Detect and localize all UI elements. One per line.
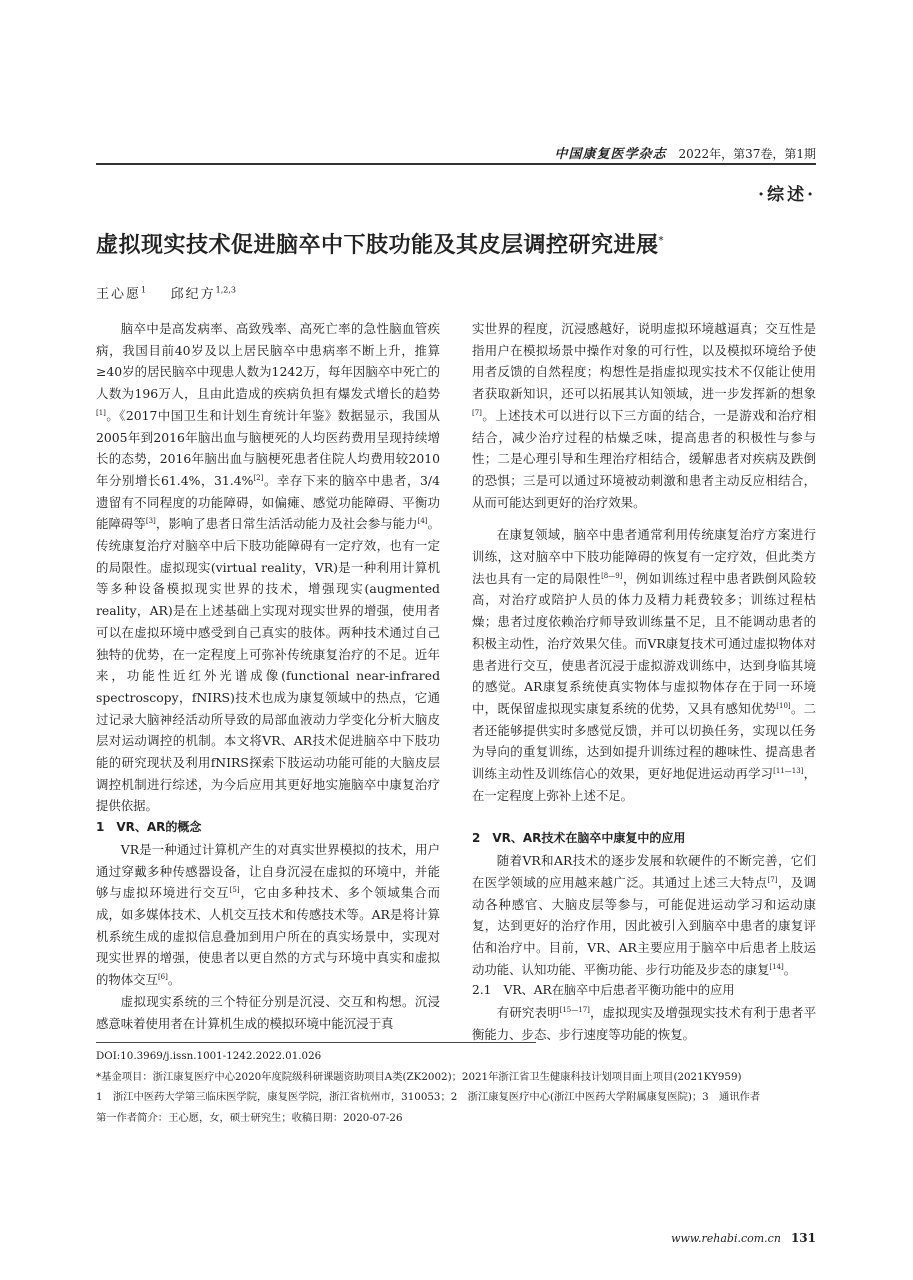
section-tag: ·综述· <box>758 185 816 205</box>
body-paragraph: 在康复领域，脑卒中患者通常利用传统康复治疗方案进行训练，这对脑卒中下肢功能障碍的恢复有一定疗效，但此类方法也具有一定的局限性[8—9]，例如训练过程中患者跌倒风险较高，对治疗或陪护人员的体力及精力耗费较多；训练过程枯燥；患者过度依赖治疗师导致训练量不足，且不能调动患者的积极主动性，治疗效果欠佳。而VR康复技术可通过虚拟物体对患者进行交互，使患者沉浸于虚拟游戏训练中，达到身临其境的感觉。AR康复系统使真实物体与虚拟物体存在于同一环境中，既保留虚拟现实康复系统的优势，又具有感知优势[10]。二者还能够提供实时多感觉反馈，并可以切换任务，实现以任务为导向的重复训练，达到如提升训练过程的趣味性、提高患者训练主动性及训练信心的效果，更好地促进运动再学习[11—13]，在一定程度上弥补上述不足。 <box>472 527 817 803</box>
section-heading: 1 VR、AR的概念 <box>96 820 202 835</box>
footnotes <box>96 1046 826 1128</box>
title-text: 虚拟现实技术促进脑卒中下肢功能及其皮层调控研究进展 <box>96 232 659 258</box>
first-author-note: 第一作者简介：王心愿，女，硕士研究生；收稿日期：2020-07-26 <box>96 1111 403 1124</box>
citation: [14] <box>769 962 784 971</box>
citation: [3] <box>145 517 156 526</box>
funding-note: *基金项目：浙江康复医疗中心2020年度院级科研课题资助项目A类(ZK2002)；2021年浙江省卫生健康科技计划项目面上项目(2021KY959) <box>96 1070 742 1083</box>
author-list <box>96 283 236 302</box>
intro-paragraph: 脑卒中是高发病率、高致残率、高死亡率的急性脑血管疾病，我国目前40岁及以上居民脑卒中患病率不断上升，推算≥40岁的居民脑卒中现患人数为1242万，每年因脑卒中死亡的人数为196万人，且由此造成的疾病负担有爆发式增长的趋势[1]。《2017中国卫生和计划生育统计年鉴》数据显示，我国从2005年到2016年脑出血与脑梗死的人均医药费用呈现持续增长的态势，2016年脑出血与脑梗死患者住院人均费用较2010年分别增长61.4%，31.4%[2]。幸存下来的脑卒中患者，3/4遗留有不同程度的功能障碍，如偏瘫、感觉功能障碍、平衡功能障碍等[3]，影响了患者日常生活活动能力及社会参与能力[4]。传统康复治疗对脑卒中后下肢功能障碍有一定疗效，也有一定的局限性。虚拟现实(virtual reality，VR)是一种利用计算机等多种设备模拟现实世界的技术，增强现实(augmented reality，AR)是在上述基础上实现对现实世界的增强，使用者可以在虚拟环境中感受到自己真实的肢体。两种技术通过自己独特的优势，在一定程度上可弥补传统康复治疗的不足。近年来，功能性近红外光谱成像(functional near-infrared spectroscopy，fNIRS)技术也成为康复领域中的热点，它通过记录大脑神经活动所导致的局部血液动力学变化分析大脑皮层对运动调控的机制。本文将VR、AR技术促进脑卒中下肢功能的研究现状及利用fNIRS探索下肢运动功能可能的大脑皮层调控机制进行综述，为今后应用其更好地实施脑卒中康复治疗提供依据。 <box>96 321 441 814</box>
citation: [1] <box>96 408 106 417</box>
citation: [6] <box>157 972 168 981</box>
page-footer <box>671 1231 816 1245</box>
journal-url[interactable]: www.rehabi.com.cn <box>671 1232 781 1245</box>
header-rule <box>96 163 816 165</box>
citation: [2] <box>253 473 264 482</box>
author-affiliation: 1 <box>141 285 147 295</box>
right-column <box>472 318 816 1046</box>
author-name: 邱纪方 <box>170 287 216 302</box>
subsection-heading: 2.1 VR、AR在脑卒中后患者平衡功能中的应用 <box>472 983 735 998</box>
author-affiliation: 1,2,3 <box>215 285 237 295</box>
article-title <box>96 228 836 259</box>
left-column <box>96 318 440 1034</box>
affiliations-note: 1 浙江中医药大学第三临床医学院，康复医学院，浙江省杭州市，310053；2 浙江康复医疗中心(浙江中医药大学附属康复医院)；3 通讯作者 <box>96 1091 761 1103</box>
citation: [5] <box>229 886 240 895</box>
citation: [10] <box>776 701 791 710</box>
body-paragraph: 虚拟现实系统的三个特征分别是沉浸、交互和构想。沉浸感意味着使用者在计算机生成的模拟环境中能沉浸于真 <box>96 993 440 1031</box>
doi: DOI:10.3969/j.issn.1001-1242.2022.01.026 <box>96 1050 322 1062</box>
body-paragraph: 有研究表明[15—17]，虚拟现实及增强现实技术有利于患者平衡能力、步态、步行速度等功能的恢复。 <box>472 1005 817 1042</box>
citation: [7] <box>767 875 778 884</box>
author-name: 王心愿 <box>96 287 142 302</box>
section-heading: 2 VR、AR技术在脑卒中康复中的应用 <box>472 831 686 846</box>
issue-info: 2022年，第37卷，第1期 <box>678 147 816 161</box>
running-header <box>96 138 816 162</box>
title-mark: * <box>658 235 665 247</box>
citation: [7] <box>472 408 482 417</box>
footnote-rule <box>96 1042 536 1043</box>
citation: [15—17] <box>559 1005 590 1014</box>
body-paragraph: VR是一种通过计算机产生的对真实世界模拟的技术，用户通过穿戴多种传感器设备，让自身沉浸在虚拟的环境中，并能够与虚拟环境进行交互[5]，它由多种技术、多个领域集合而成，如多媒体技术、人机交互技术和传感技术等。AR是将计算机系统生成的虚拟信息叠加到用户所在的真实场景中，实现对现实世界的增强，使患者以更自然的方式与环境中真实和虚拟的物体交互[6]。 <box>96 841 441 988</box>
body-paragraph: 随着VR和AR技术的逐步发展和软硬件的不断完善，它们在医学领域的应用越来越广泛。其通过上述三大特点[7]，及调动各种感官、大脑皮层等参与，可能促进运动学习和运动康复，达到更好的治疗作用，因此被引入到脑卒中患者的康复评估和治疗中。目前，VR、AR主要应用于脑卒中后患者上肢运动功能、认知功能、平衡功能、步行功能及步态的康复[14]。 <box>472 853 817 977</box>
body-paragraph-continued: 实世界的程度，沉浸感越好，说明虚拟环境越逼真；交互性是指用户在模拟场景中操作对象的可行性，以及模拟环境给予使用者反馈的自然程度；构想性是指虚拟现实技术不仅能让使用者获取新知识，还可以拓展其认知领域，进一步发挥新的想象[7]。上述技术可以进行以下三方面的结合，一是游戏和治疗相结合，减少治疗过程的枯燥乏味，提高患者的积极性与参与性；二是心理引导和生理治疗相结合，缓解患者对疾病及跌倒的恐惧；三是可以通过环境被动刺激和患者主动反应相结合，从而可能达到更好的治疗效果。 <box>472 321 816 510</box>
citation: [8—9] <box>601 571 623 580</box>
citation: [4] <box>417 517 428 526</box>
journal-name: 中国康复医学杂志 <box>554 147 667 162</box>
citation: [11—13] <box>773 766 804 775</box>
page-number: 131 <box>790 1231 816 1245</box>
